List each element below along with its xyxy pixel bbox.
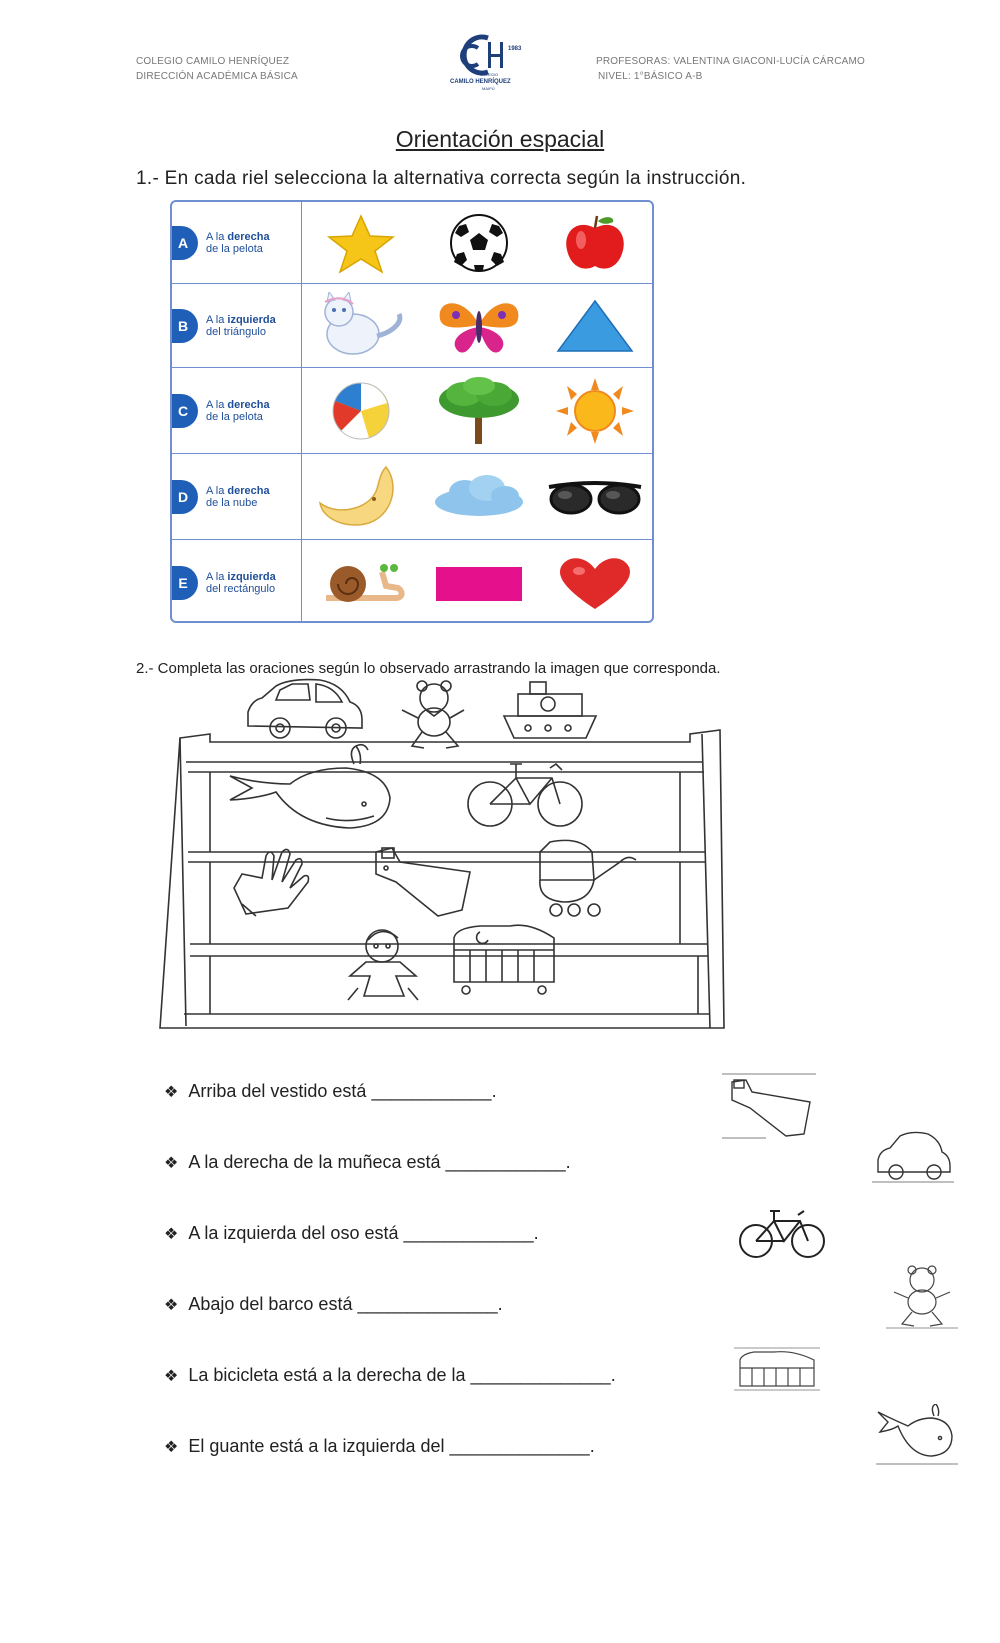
page-title: Orientación espacial — [395, 126, 605, 152]
teachers-header — [596, 54, 865, 84]
sentence-4: ❖ Abajo del barco está ______________. — [164, 1294, 503, 1314]
svg-text:MAIPÚ: MAIPÚ — [482, 86, 495, 91]
svg-text:CAMILO HENRÍQUEZ: CAMILO HENRÍQUEZ — [450, 79, 511, 85]
shelf-frame — [160, 730, 724, 1028]
row-letter-badge: B — [170, 309, 198, 343]
section1-instruction: 1.- En cada riel selecciona la alternativa correcta según la instrucción. — [136, 168, 747, 189]
selection-grid — [170, 200, 654, 623]
grid-row-d — [172, 454, 652, 540]
cloud-icon[interactable] — [420, 454, 538, 539]
grid-row-a — [172, 202, 652, 284]
row-letter-badge: D — [170, 480, 198, 514]
sunglasses-icon[interactable] — [538, 454, 652, 539]
beach-ball-icon[interactable] — [302, 368, 420, 453]
answer-blank[interactable]: ______________ — [470, 1365, 611, 1385]
teachers-line: PROFESORAS: VALENTINA GIACONI-LUCÍA CÁRCAMO — [596, 56, 866, 67]
whale-icon — [230, 745, 390, 828]
school-name: COLEGIO CAMILO HENRÍQUEZ — [136, 56, 290, 67]
heart-icon[interactable] — [538, 540, 652, 623]
star-icon[interactable] — [302, 202, 420, 283]
school-logo — [444, 24, 544, 96]
dress-icon — [376, 848, 470, 916]
boat-icon — [504, 682, 596, 738]
sentence-1: ❖ Arriba del vestido está ____________. — [164, 1081, 497, 1101]
draggable-bicycle-icon[interactable] — [736, 1205, 828, 1261]
draggable-crib-icon[interactable] — [734, 1346, 820, 1396]
crib-icon — [454, 925, 554, 994]
grid-row-e — [172, 540, 652, 623]
section2-instruction: 2.- Completa las oraciones según lo observado arrastrando la imagen que corresponda. — [136, 660, 721, 677]
row-label — [172, 202, 302, 283]
cat-icon[interactable] — [302, 284, 420, 367]
row-label — [172, 368, 302, 453]
triangle-icon[interactable] — [538, 284, 652, 367]
rectangle-icon[interactable] — [420, 540, 538, 623]
svg-text:1983: 1983 — [508, 46, 522, 52]
department-name: DIRECCIÓN ACADÉMICA BÁSICA — [136, 71, 298, 82]
answer-blank[interactable]: ____________ — [371, 1081, 492, 1101]
row-instruction: A la derecha de la nube — [206, 484, 270, 509]
sentence-6: ❖ El guante está a la izquierda del ______________. — [164, 1436, 595, 1456]
row-letter-badge: E — [170, 566, 198, 600]
shelf-illustration — [150, 676, 750, 1036]
row-instruction: A la izquierda del triángulo — [206, 313, 276, 338]
tree-icon[interactable] — [420, 368, 538, 453]
row-instruction: A la derecha de la pelota — [206, 230, 270, 255]
draggable-dress-icon[interactable] — [722, 1072, 816, 1142]
draggable-teddy-bear-icon[interactable] — [886, 1262, 958, 1332]
answer-blank[interactable]: ____________ — [445, 1152, 566, 1172]
grid-row-b — [172, 284, 652, 368]
answer-blank[interactable]: ______________ — [449, 1436, 590, 1456]
school-name-header — [136, 54, 298, 84]
snail-icon[interactable] — [302, 540, 420, 623]
row-label — [172, 284, 302, 367]
level-line: NIVEL: 1°BÁSICO A-B — [598, 71, 703, 82]
soccer-ball-icon[interactable] — [420, 202, 538, 283]
grid-row-c — [172, 368, 652, 454]
sentence-5: ❖ La bicicleta está a la derecha de la ______________. — [164, 1365, 616, 1385]
butterfly-icon[interactable] — [420, 284, 538, 367]
sentence-3: ❖ A la izquierda del oso está _____________. — [164, 1223, 539, 1243]
apple-icon[interactable] — [538, 202, 652, 283]
bicycle-icon — [468, 764, 582, 826]
row-letter-badge: A — [170, 226, 198, 260]
row-label — [172, 540, 302, 623]
doll-icon — [348, 930, 418, 1000]
draggable-whale-icon[interactable] — [876, 1404, 958, 1468]
sentence-2: ❖ A la derecha de la muñeca está ____________. — [164, 1152, 571, 1172]
car-icon — [248, 680, 362, 738]
sun-icon[interactable] — [538, 368, 652, 453]
svg-text:COLEGIO: COLEGIO — [480, 72, 499, 77]
row-label — [172, 454, 302, 539]
answer-blank[interactable]: _____________ — [403, 1223, 534, 1243]
draggable-car-icon[interactable] — [872, 1128, 954, 1186]
moon-icon[interactable] — [302, 454, 420, 539]
row-instruction: A la izquierda del rectángulo — [206, 570, 276, 595]
glove-icon — [234, 849, 309, 916]
row-instruction: A la derecha de la pelota — [206, 398, 270, 423]
answer-blank[interactable]: ______________ — [357, 1294, 498, 1314]
row-letter-badge: C — [170, 394, 198, 428]
teddy-bear-icon — [402, 681, 464, 748]
